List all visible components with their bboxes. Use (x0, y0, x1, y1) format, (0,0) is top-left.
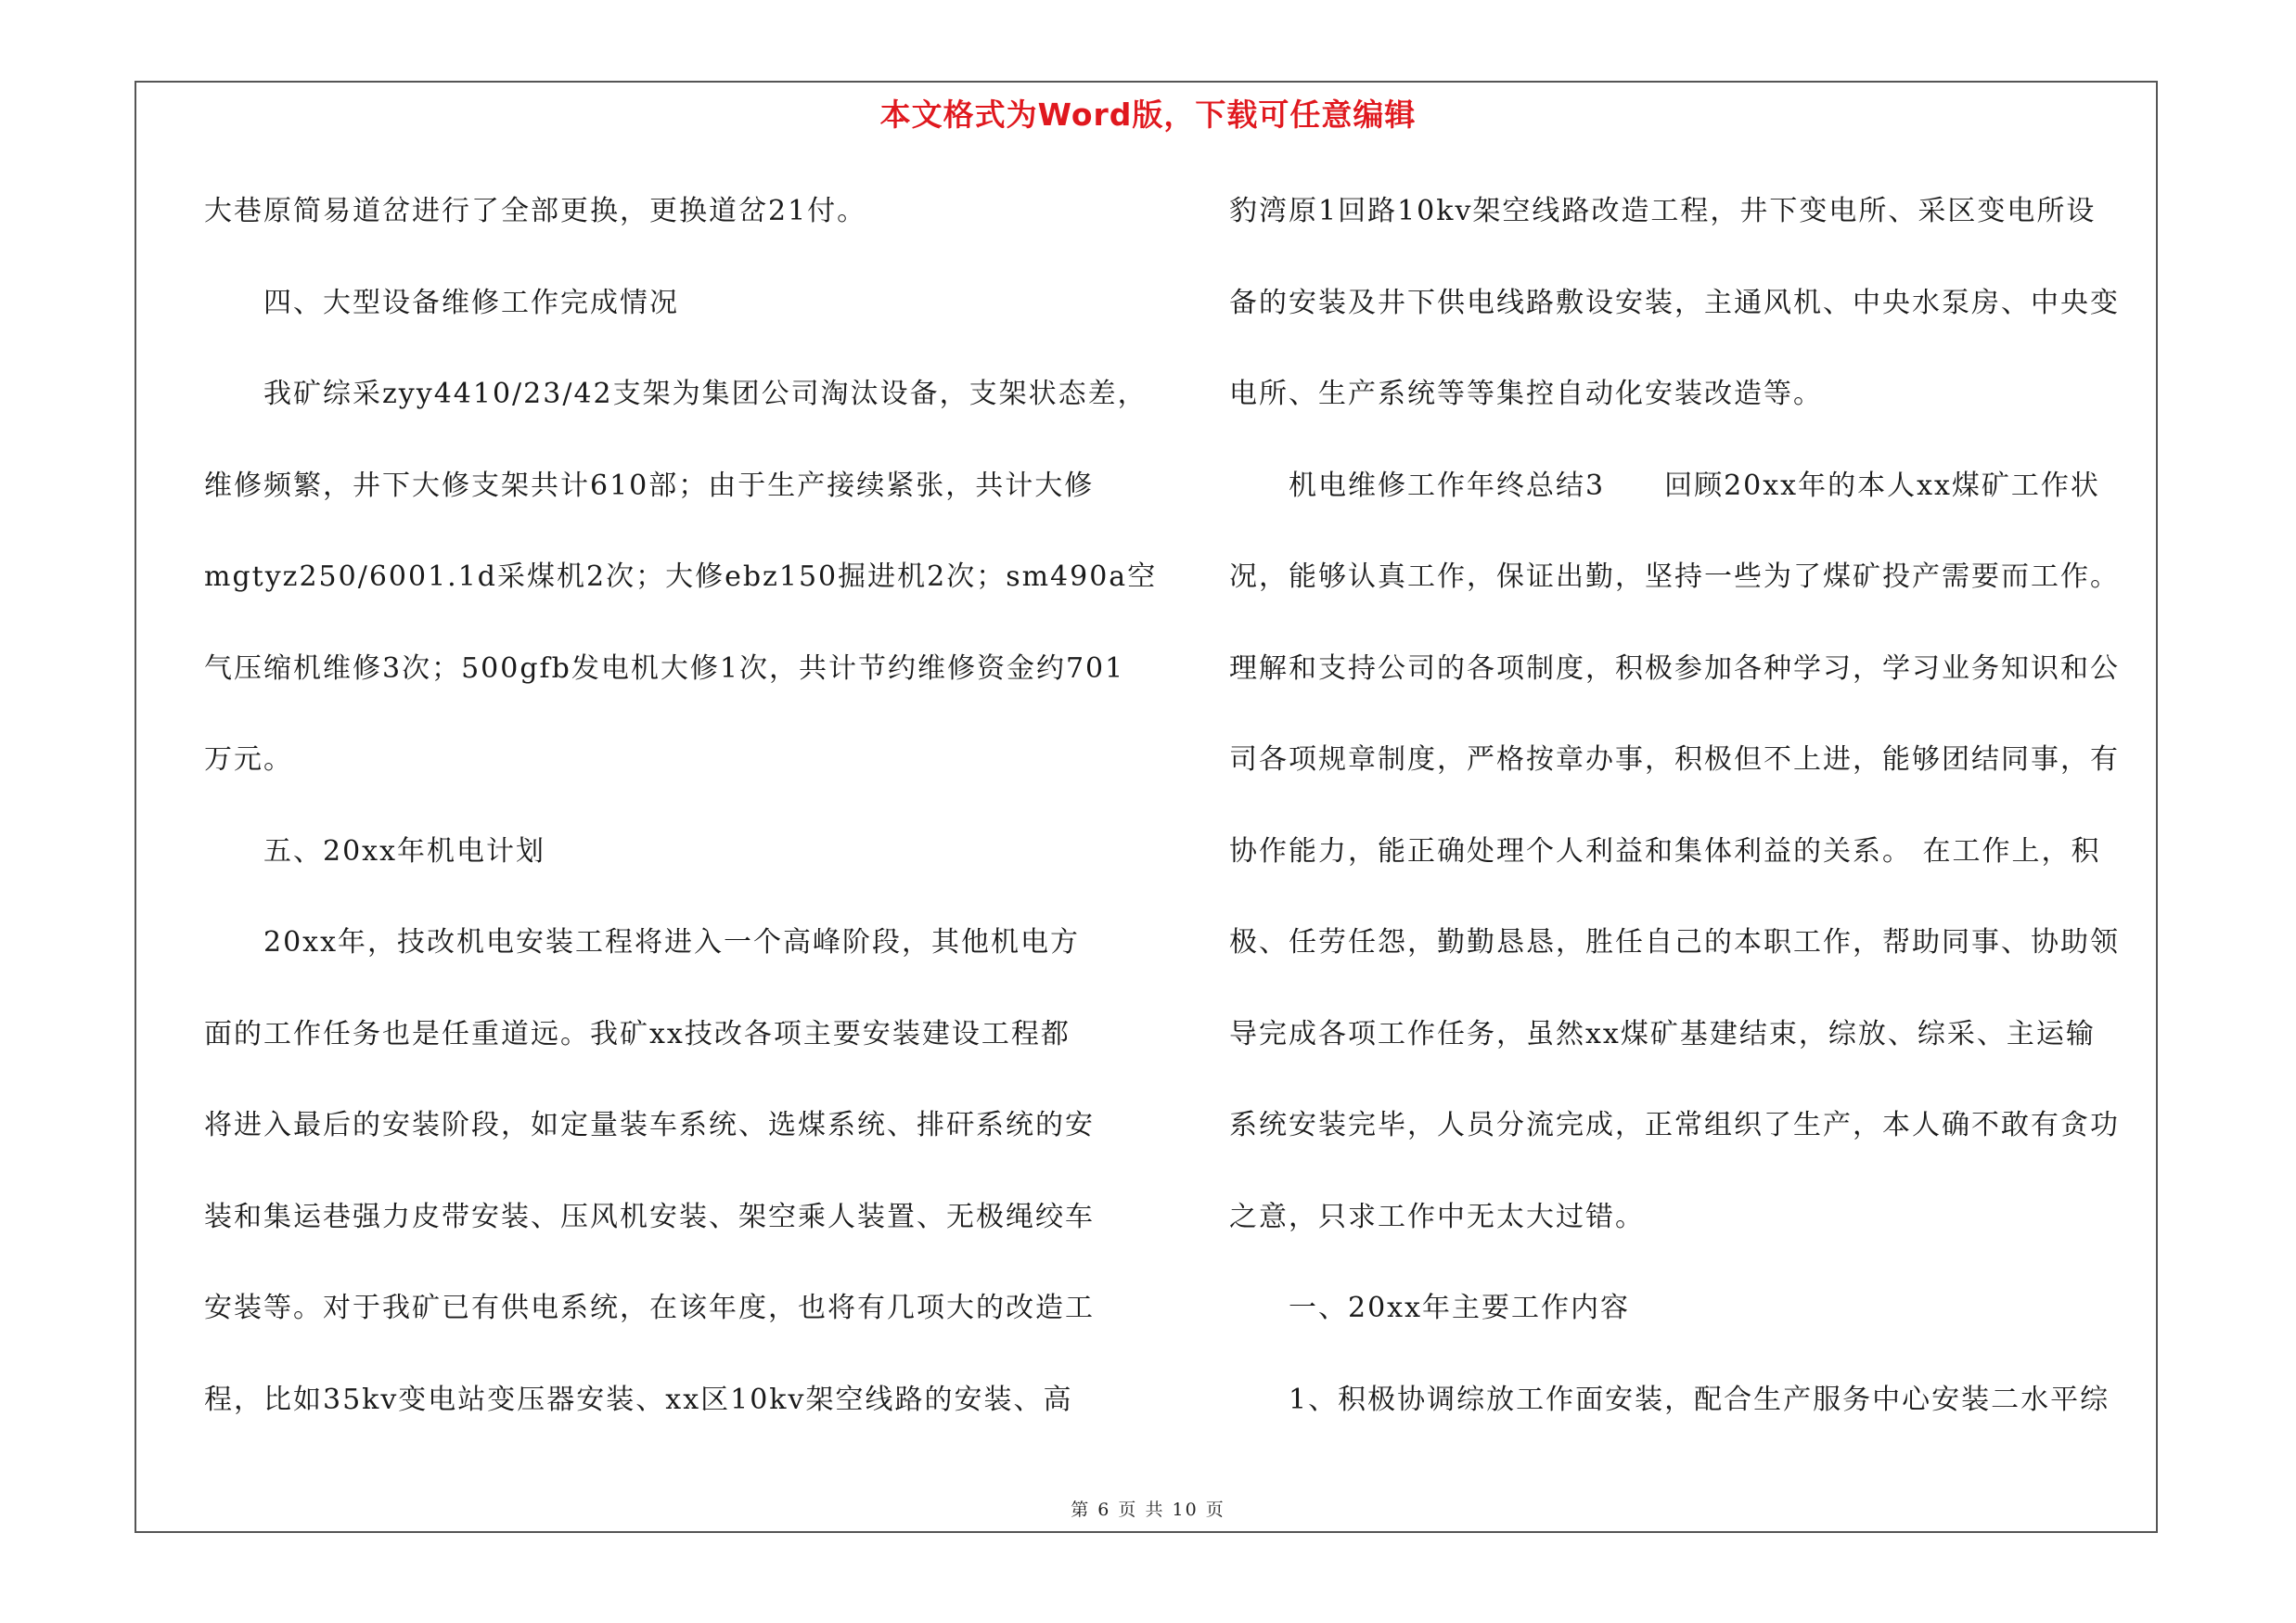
left-line-3: 我矿综采zyy4410/23/42支架为集团公司淘汰设备，支架状态差， (204, 378, 1148, 410)
left-line-13: 安装等。对于我矿已有供电系统，在该年度，也将有几项大的改造工 (204, 1292, 1095, 1324)
right-line-14: 1、积极协调综放工作面安装，配合生产服务中心安装二水平综 (1229, 1383, 2110, 1416)
right-line-4: 机电维修工作年终总结3 回顾20xx年的本人xx煤矿工作状 (1229, 469, 2100, 502)
format-banner: 本文格式为Word版，下载可任意编辑 (879, 97, 1417, 133)
left-line-12: 装和集运巷强力皮带安装、压风机安装、架空乘人装置、无极绳绞车 (204, 1200, 1095, 1233)
right-line-3: 电所、生产系统等等集控自动化安装改造等。 (1229, 378, 1823, 410)
left-line-14: 程，比如35kv变电站变压器安装、xx区10kv架空线路的安装、高 (204, 1383, 1073, 1416)
left-line-7: 万元。 (204, 743, 293, 776)
right-line-13: 一、20xx年主要工作内容 (1229, 1292, 1631, 1324)
left-line-6: 气压缩机维修3次；500gfb发电机大修1次，共计节约维修资金约701 (204, 651, 1125, 685)
left-line-1: 大巷原简易道岔进行了全部更换，更换道岔21付。 (204, 195, 867, 227)
right-line-7: 司各项规章制度，严格按章办事，积极但不上进，能够团结同事，有 (1229, 743, 2120, 776)
right-line-8: 协作能力，能正确处理个人利益和集体利益的关系。 在工作上，积 (1229, 834, 2101, 868)
right-line-1: 豹湾原1回路10kv架空线路改造工程，井下变电所、采区变电所设 (1229, 195, 2097, 227)
right-line-12: 之意，只求工作中无太大过错。 (1229, 1200, 1645, 1233)
left-line-4: 维修频繁，井下大修支架共计610部；由于生产接续紧张，共计大修 (204, 469, 1095, 502)
left-line-2: 四、大型设备维修工作完成情况 (204, 286, 679, 319)
left-line-10: 面的工作任务也是任重道远。我矿xx技改各项主要安装建设工程都 (204, 1017, 1071, 1050)
right-line-9: 极、任劳任怨，勤勤恳恳，胜任自己的本职工作，帮助同事、协助领 (1229, 926, 2120, 959)
left-line-8: 五、20xx年机电计划 (204, 834, 546, 868)
left-text-column (204, 184, 1169, 1463)
right-line-11: 系统安装完毕，人员分流完成，正常组织了生产，本人确不敢有贪功 (1229, 1109, 2120, 1141)
left-line-11: 将进入最后的安装阶段，如定量装车系统、选煤系统、排矸系统的安 (204, 1109, 1095, 1141)
right-line-2: 备的安装及井下供电线路敷设安装，主通风机、中央水泵房、中央变 (1229, 286, 2120, 319)
right-text-column (1229, 184, 2194, 1463)
right-line-10: 导完成各项工作任务，虽然xx煤矿基建结束，综放、综采、主运输 (1229, 1017, 2096, 1050)
right-line-5: 况，能够认真工作，保证出勤，坚持一些为了煤矿投产需要而工作。 (1229, 560, 2120, 593)
left-line-5: mgtyz250/6001.1d采煤机2次；大修ebz150掘进机2次；sm490a空 (204, 560, 1158, 593)
left-line-9: 20xx年，技改机电安装工程将进入一个高峰阶段，其他机电方 (204, 926, 1081, 959)
right-line-6: 理解和支持公司的各项制度，积极参加各种学习，学习业务知识和公 (1229, 651, 2120, 685)
page-number: 第 6 页 共 10 页 (1071, 1500, 1225, 1520)
